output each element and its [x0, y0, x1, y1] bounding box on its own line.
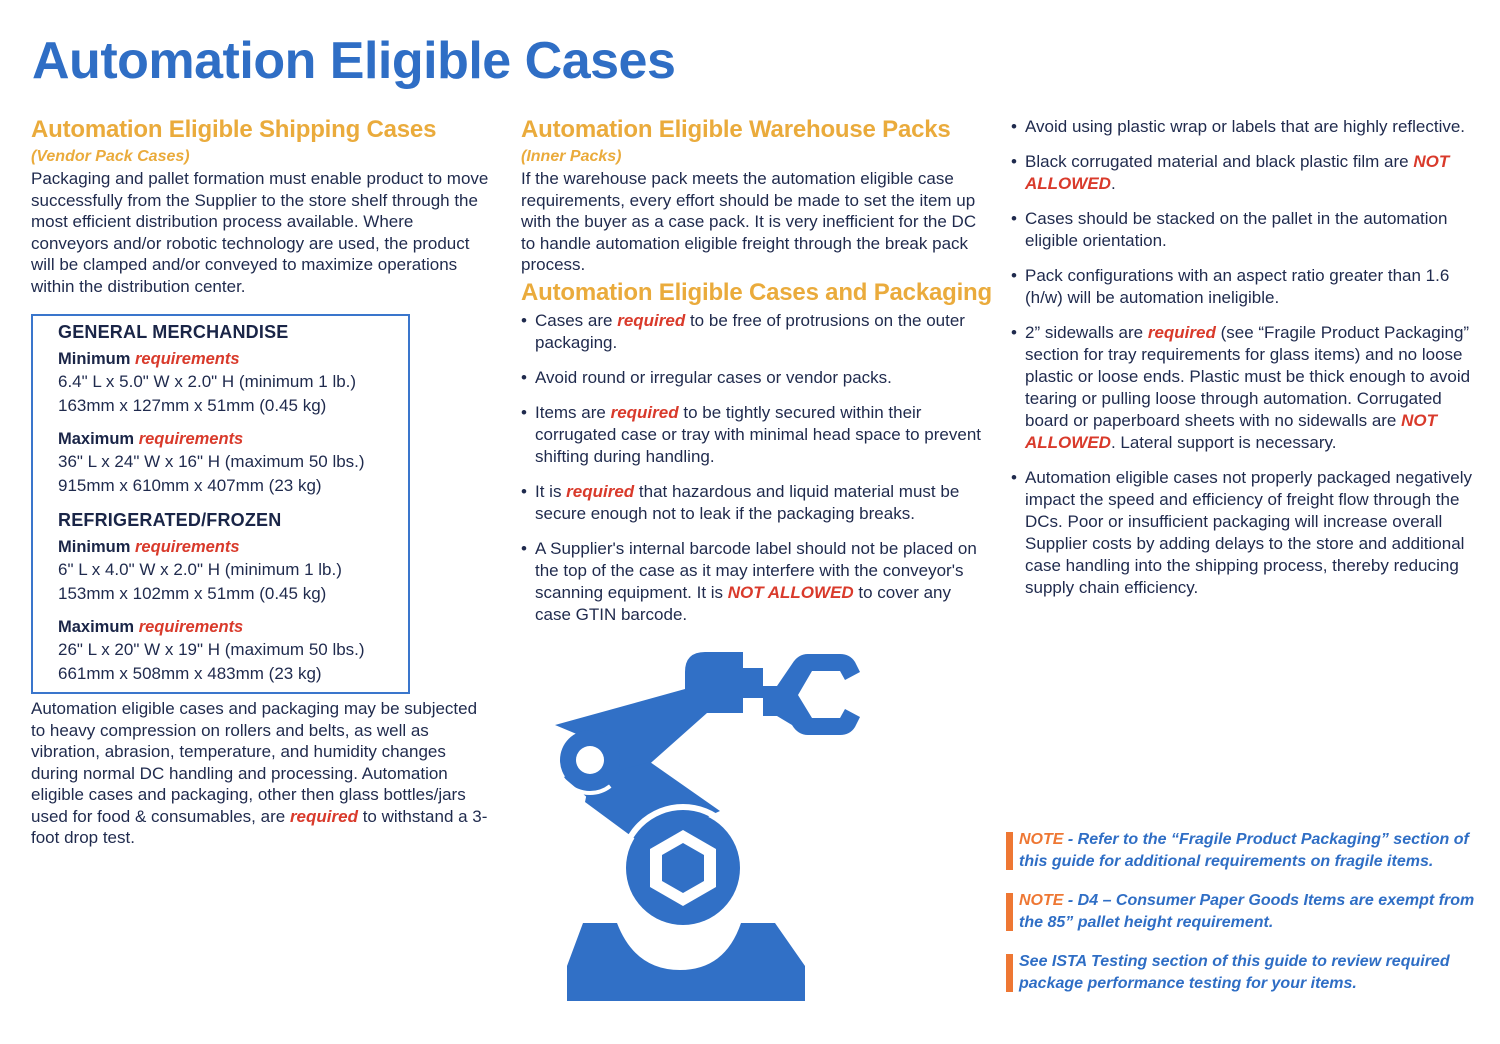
list-item — [1011, 208, 1481, 252]
general-maximum-imperial: 36" L x 24" W x 16" H (maximum 50 lbs.) — [58, 452, 365, 471]
list-item — [1011, 467, 1481, 599]
warehouse-packs-heading: Automation Eligible Warehouse Packs — [521, 116, 951, 143]
bullet-text: to be tightly secured within their corrugated case or tray with minimal head space to prevent shifting during handling. — [535, 402, 982, 466]
note-accent-bar — [1006, 893, 1013, 931]
general-maximum-label — [58, 428, 408, 450]
bullet-text: . — [1110, 174, 1116, 193]
general-minimum-group — [58, 348, 408, 418]
general-minimum-metric: 163mm x 127mm x 51mm (0.45 kg) — [58, 396, 327, 415]
requirements-emphasis: requirements — [135, 538, 240, 556]
shipping-cases-section — [31, 114, 491, 849]
bullet-text: Items are — [535, 402, 611, 422]
drop-test-paragraph — [31, 698, 491, 849]
refrigerated-minimum-label — [58, 536, 408, 558]
maximum-word: Maximum — [58, 430, 135, 448]
notes-section — [1004, 829, 1484, 1012]
shipping-cases-heading: Automation Eligible Shipping Cases — [31, 116, 437, 143]
maximum-word: Maximum — [58, 618, 135, 636]
warehouse-packs-section — [521, 114, 992, 639]
bullet-text: Avoid round or irregular cases or vendor packs. — [535, 367, 892, 387]
robotic-arm-icon — [555, 650, 865, 1010]
shipping-cases-intro: Packaging and pallet formation must enable product to move successfully from the Supplier to the store shelf through the most efficient distribution process available. Where conveyors and/or robotic technology are used, the product will be clamped and/or conveyed to maximize operations within the distribution center. — [31, 169, 489, 296]
bullet-text: that hazardous and liquid material must be secure enough not to leak if the packaging breaks. — [535, 481, 960, 523]
bullet-text: 2” sidewalls are — [1025, 323, 1148, 342]
note-ista-testing — [1004, 951, 1484, 995]
bullet-text: Cases should be stacked on the pallet in the automation eligible orientation. — [1025, 209, 1448, 250]
refrigerated-maximum-imperial: 26" L x 20" W x 19" H (maximum 50 lbs.) — [58, 640, 365, 659]
refrigerated-maximum-label — [58, 616, 408, 638]
refrigerated-maximum-metric: 661mm x 508mm x 483mm (23 kg) — [58, 664, 322, 683]
bullet-text: (see “Fragile Product Packaging” section for tray requirements for glass items) and no loose plastic or loose ends. Plastic must be thick enough to avoid tearing or pulling loose through automation. Corrugated board or paperboard sheets with no sidewalls are — [1025, 323, 1471, 430]
required-emphasis: required — [566, 481, 635, 501]
refrigerated-minimum-imperial: 6" L x 4.0" W x 2.0" H (minimum 1 lb.) — [58, 560, 342, 579]
general-maximum-metric: 915mm x 610mm x 407mm (23 kg) — [58, 476, 322, 495]
minimum-word: Minimum — [58, 350, 131, 368]
refrigerated-frozen-title: REFRIGERATED/FROZEN — [58, 510, 282, 530]
general-minimum-label — [58, 348, 408, 370]
refrigerated-maximum-group — [58, 616, 408, 686]
requirements-emphasis: requirements — [138, 430, 244, 448]
required-emphasis: required — [610, 402, 679, 422]
note-text: - D4 – Consumer Paper Goods Items are exempt from the 85” pallet height requirement. — [1019, 892, 1475, 931]
list-item — [521, 538, 983, 626]
bullet-text: Cases are — [535, 310, 618, 330]
bullet-text: . Lateral support is necessary. — [1110, 433, 1337, 452]
bullet-text: Black corrugated material and black plastic film are — [1025, 152, 1414, 171]
note-accent-bar — [1006, 832, 1013, 870]
requirements-emphasis: requirements — [135, 350, 240, 368]
not-allowed-emphasis: NOT ALLOWED — [727, 582, 854, 602]
note-paper-goods — [1004, 890, 1484, 934]
drop-test-text: Automation eligible cases and packaging may be subjected to heavy compression on rollers and belts, as well as vibration, abrasion, temperature, and humidity changes during normal DC handling and processing. Automation eligible cases and packaging, other then glass bottles/jars used for food & consumables, are — [31, 699, 478, 826]
list-item — [1011, 151, 1481, 195]
bullet-text: Automation eligible cases not properly packaged negatively impact the speed and efficiency of freight flow through the DCs. Poor or insufficient packaging will increase overall Supplier costs by adding delays to the store and additional case handling into the shipping process, thereby reducing supply chain efficiency. — [1025, 468, 1472, 597]
required-emphasis: required — [617, 310, 686, 330]
note-text: See ISTA Testing section of this guide to review required package performance testing for your items. — [1019, 953, 1450, 992]
bullet-text: to cover any case GTIN barcode. — [535, 582, 952, 624]
requirements-emphasis: requirements — [138, 618, 244, 636]
list-item — [521, 481, 983, 525]
refrigerated-minimum-metric: 153mm x 102mm x 51mm (0.45 kg) — [58, 584, 327, 603]
cases-packaging-list — [521, 310, 983, 626]
list-item — [521, 402, 983, 468]
not-allowed-emphasis: NOT ALLOWED — [1025, 411, 1437, 452]
general-minimum-imperial: 6.4" L x 5.0" W x 2.0" H (minimum 1 lb.) — [58, 372, 357, 391]
list-item — [1011, 265, 1481, 309]
bullet-text: Pack configurations with an aspect ratio greater than 1.6 (h/w) will be automation ineligible. — [1025, 266, 1450, 307]
list-item — [521, 367, 983, 389]
note-tag: NOTE — [1019, 831, 1064, 848]
not-allowed-emphasis: NOT ALLOWED — [1025, 152, 1450, 193]
note-tag: NOTE — [1019, 892, 1064, 909]
right-column-requirements — [1011, 116, 1481, 612]
warehouse-packs-body: If the warehouse pack meets the automation eligible case requirements, every effort should be made to set the item up with the buyer as a case pack. It is very inefficient for the DC to handle automation eligible freight through the break pack process. — [521, 169, 977, 274]
note-fragile — [1004, 829, 1484, 873]
list-item — [1011, 322, 1481, 454]
cases-packaging-heading: Automation Eligible Cases and Packaging — [521, 278, 992, 306]
shipping-cases-subheading: (Vendor Pack Cases) — [31, 148, 190, 165]
refrigerated-minimum-group — [58, 536, 408, 606]
list-item — [521, 310, 983, 354]
bullet-text: It is — [535, 481, 567, 501]
bullet-text: Avoid using plastic wrap or labels that are highly reflective. — [1025, 117, 1466, 136]
minimum-word: Minimum — [58, 538, 131, 556]
general-merchandise-title: GENERAL MERCHANDISE — [58, 322, 289, 342]
general-maximum-group — [58, 428, 408, 498]
warehouse-packs-subheading: (Inner Packs) — [521, 148, 622, 165]
bullet-text: to be free of protrusions on the outer packaging. — [535, 310, 965, 352]
required-emphasis: required — [289, 806, 358, 826]
bullet-text: A Supplier's internal barcode label should not be placed on the top of the case as it may interfere with the conveyor's scanning equipment. It is — [535, 538, 977, 602]
right-column-list — [1011, 116, 1481, 599]
list-item — [1011, 116, 1481, 138]
note-accent-bar — [1006, 954, 1013, 992]
drop-test-text-end: to withstand a 3-foot drop test. — [31, 806, 488, 847]
required-emphasis: required — [1147, 323, 1216, 342]
note-text: - Refer to the “Fragile Product Packaging” section of this guide for additional requirements on fragile items. — [1019, 831, 1469, 870]
page-title: Automation Eligible Cases — [32, 32, 676, 90]
size-requirements-box — [31, 314, 410, 694]
